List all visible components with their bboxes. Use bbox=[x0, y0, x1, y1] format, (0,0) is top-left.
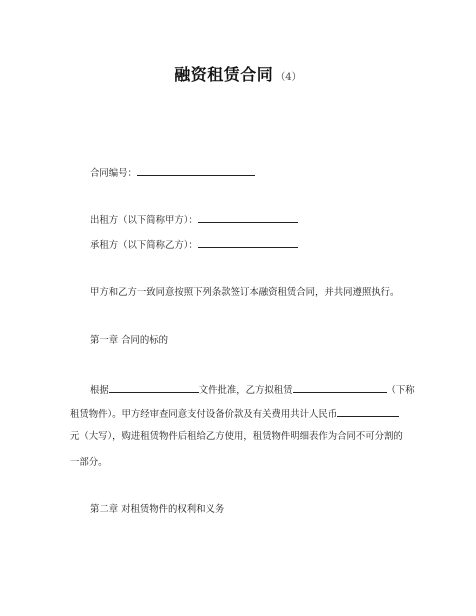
lessor-label: 出租方（以下简称甲方）： bbox=[90, 215, 198, 226]
intro-paragraph: 甲方和乙方一致同意按照下列条款签订本融资租赁合同，并共同遵照执行。 bbox=[90, 287, 400, 298]
contract-number-label: 合同编号： bbox=[90, 168, 137, 179]
chapter-1-line-4: 一部分。 bbox=[70, 457, 108, 468]
title-number: （4） bbox=[275, 72, 302, 83]
lessor-blank bbox=[198, 212, 298, 223]
chapter-1-text-d: 租赁物件）。甲方经审查同意支付设备价款及有关费用共计人民币 bbox=[70, 409, 338, 420]
chapter-1-text-a: 根据 bbox=[90, 385, 109, 396]
lease-item-blank bbox=[293, 382, 387, 393]
title-text: 融资租赁合同 bbox=[174, 65, 274, 84]
amount-blank bbox=[337, 406, 399, 417]
lessee-label: 承租方（以下简称乙方）： bbox=[90, 240, 198, 251]
lessee-line bbox=[90, 237, 298, 252]
contract-number-blank bbox=[137, 165, 255, 176]
document-title bbox=[0, 62, 476, 85]
lessee-blank bbox=[198, 237, 298, 248]
chapter-1-line-2 bbox=[70, 406, 399, 421]
chapter-2-heading: 第二章 对租赁物件的权利和义务 bbox=[90, 504, 225, 515]
approval-document-blank bbox=[109, 382, 199, 393]
chapter-1-line-1 bbox=[90, 382, 415, 397]
lessor-line bbox=[90, 212, 298, 227]
chapter-1-heading: 第一章 合同的标的 bbox=[90, 335, 168, 346]
chapter-1-text-b: 文件批准，乙方拟租赁 bbox=[198, 385, 293, 396]
chapter-1-line-3: 元（大写），购进租赁物件后租给乙方使用，租赁物件明细表作为合同不可分割的 bbox=[70, 431, 403, 442]
chapter-1-text-c: （下称 bbox=[386, 385, 415, 396]
contract-number-line bbox=[90, 165, 255, 180]
